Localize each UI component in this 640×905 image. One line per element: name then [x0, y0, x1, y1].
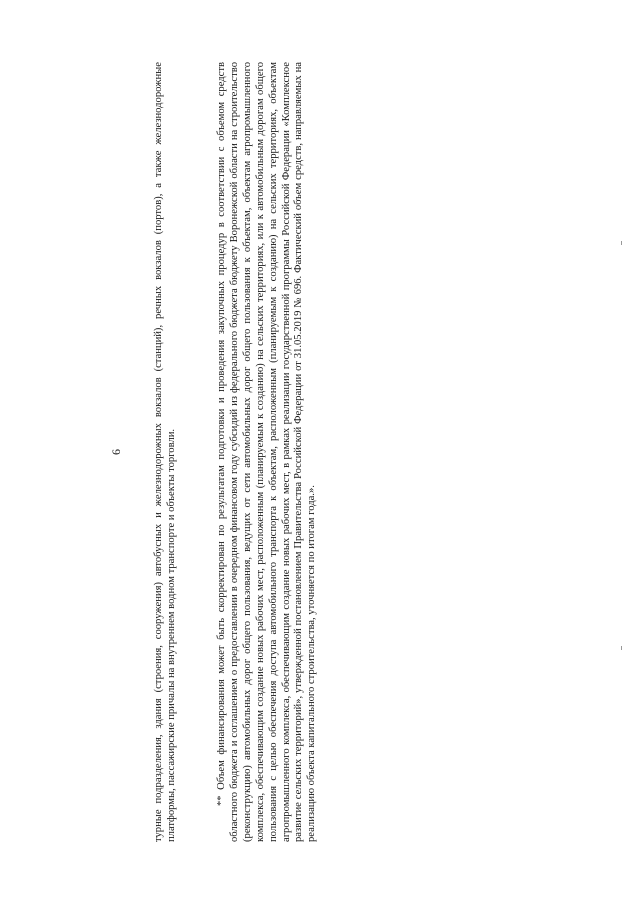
paragraph-text: турные подразделения, здания (строения, сооружения) автобусных и железнодорожных вокзалов (станций), речных вокзалов (портов), а также железнодорожные платформы, пассажирские причалы на внутреннем водном транспорте и объекты торговли. [153, 62, 177, 842]
page-number: 6 [109, 449, 123, 455]
scan-mark [621, 646, 622, 650]
rotated-page-content [110, 52, 530, 852]
scan-mark [621, 241, 622, 245]
footnote-paragraph [216, 62, 319, 842]
continued-paragraph [153, 62, 179, 842]
footnote-text: ** Объем финансирования может быть скорректирован по результатам подготовки и проведения закупочных процедур в соответствии с объемом средств областного бюджета и соглашением о предоставлении в очередном финансовом году субсидий из федерального бюджета бюджету Воронежской области на строительство (реконструкцию) автомобильных дорог общего пользования, ведущих от сети автомобильных дорог общего пользования к объектам, объектам агропромышленного комплекса, обеспечивающим создание новых рабочих мест, расположенным (планируемым к созданию) на сельских территориях, или к автомобильным дорогам общего пользования с целью обеспечения доступа автомобильного транспорта к объектам, расположенным (планируемым к созданию) на сельских территориях, объектам агропромышленного комплекса, обеспечивающим создание новых рабочих мест, в рамках реализации государственной программы Российской Федерации «Комплексное развитие сельских территорий», утвержденной постановлением Правительства Российской Федерации от 31.05.2019 № 696. Фактический объем средств, направляемых на реализацию объекта капитального строительства, уточняется по итогам года.». [216, 62, 318, 842]
